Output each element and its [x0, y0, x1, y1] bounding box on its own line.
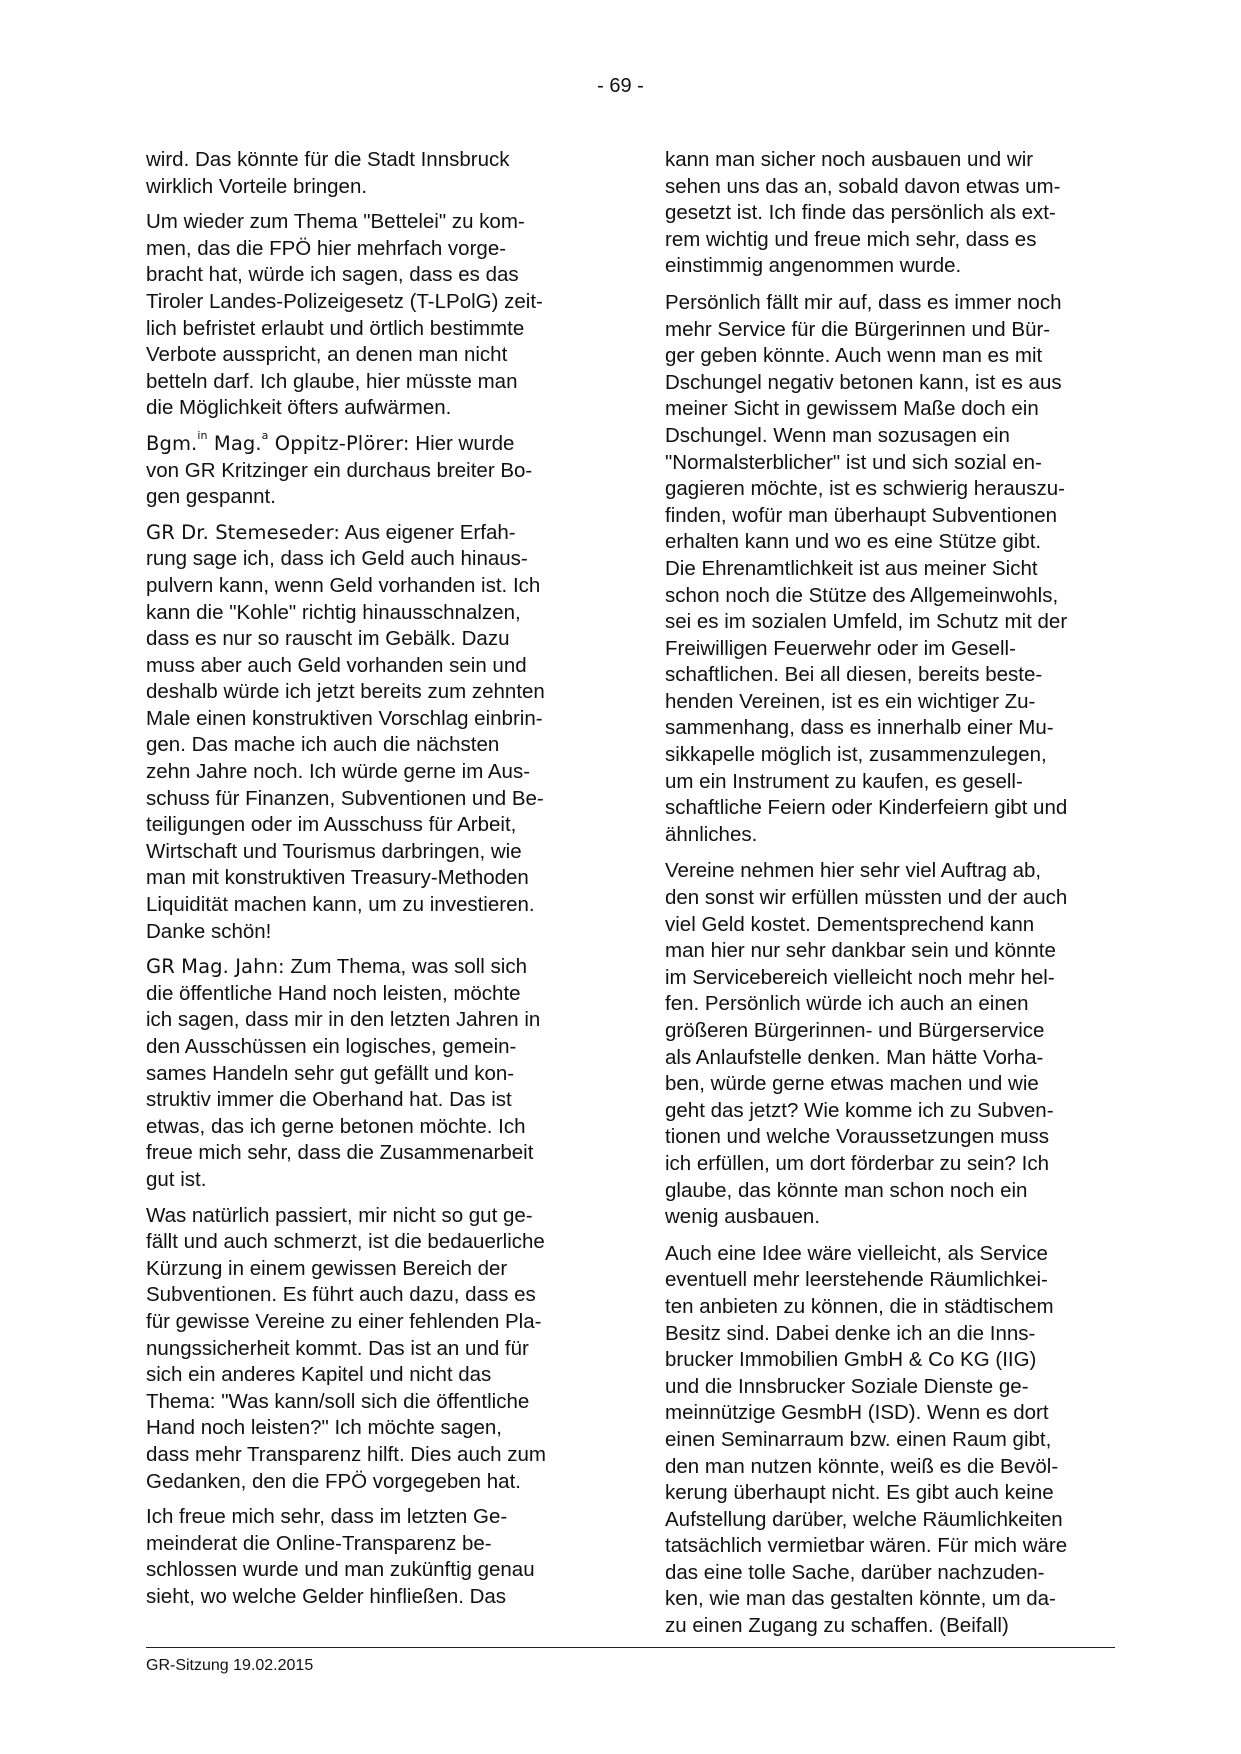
paragraph: kann man sicher noch ausbauen und wir sehen uns das an, sobald davon etwas um- gesetzt ist. Ich finde das persönlich als ext- rem wichtig und freue mich sehr, dass es einstimmig angenommen wurde. — [665, 148, 1061, 278]
speaker-paragraph: Bgm.$^{in}$ Mag.$^a$ Oppitz-Plörer: Hier wurde von GR Kritzinger ein durchaus breiter Bo- gen gespannt. — [146, 429, 533, 509]
footer-divider — [146, 1647, 1115, 1648]
paragraph: Was natürlich passiert, mir nicht so gut ge- fällt und auch schmerzt, ist die bedauerliche Kürzung in einem gewissen Bereich der Subventionen. Es führt auch dazu, dass es für gewisse Vereine zu einer fehlenden Pla- nungssicherheit kommt. Das ist an und für sich ein anderes Kapitel und nicht das Thema: "Was kann/soll sich die öffentliche Hand noch leisten?" Ich möchte sagen, dass mehr Transparenz hilft. Dies auch zum Gedanken, den die FPÖ vorgegeben hat. — [146, 1203, 546, 1493]
speaker-name: GR Mag. Jahn: — [146, 955, 285, 979]
left-column — [146, 147, 602, 1619]
speaker-name: Bgm.$^{in}$ Mag.$^a$ Oppitz-Plörer: — [146, 429, 410, 455]
speaker-name: GR Dr. Stemeseder: — [146, 520, 341, 544]
right-column — [665, 147, 1121, 1650]
paragraph: Um wieder zum Thema "Bettelei" zu kom- men, das die FPÖ hier mehrfach vorge- bracht hat, würde ich sagen, dass es das Tiroler Landes-Polizeigesetz (T-LPolG) zeit- lich befristet erlaubt und örtlich bestimmte Verbote ausspricht, an denen man nicht betteln darf. Ich glaube, hier müsste man die Möglichkeit öfters aufwärmen. — [146, 210, 543, 420]
paragraph: Vereine nehmen hier sehr viel Auftrag ab, den sonst wir erfüllen müssten und der auch viel Geld kostet. Dementsprechend kann man hier nur sehr dankbar sein und könnte im Servicebereich vielleicht noch mehr hel- fen. Persönlich würde ich auch an einen größeren Bürgerinnen- und Bürgerservice als Anlaufstelle denken. Man hätte Vorha- ben, würde gerne etwas machen und wie geht das jetzt? Wie komme ich zu Subven- tionen und welche Voraussetzungen muss ich erfüllen, um dort förderbar zu sein? Ich glaube, das könnte man schon noch ein wenig ausbauen. — [665, 859, 1068, 1229]
paragraph: wird. Das könnte für die Stadt Innsbruck wirklich Vorteile bringen. — [146, 148, 510, 198]
paragraph: Persönlich fällt mir auf, dass es immer noch mehr Service für die Bürgerinnen und Bür- ger geben könnte. Auch wenn man es mit Dschungel negativ betonen kann, ist es aus meiner Sicht in gewissem Maße doch ein Dschungel. Wenn man sozusagen ein "Normalsterblicher" ist und sich sozial en- gagieren möchte, ist es schwierig herauszu- finden, wofür man überhaupt Subventionen erhalten kann und wo es eine Stütze gibt. Die Ehrenamtlichkeit ist aus meiner Sicht schon noch die Stütze des Allgemeinwohls, sei es im sozialen Umfeld, im Schutz mit der Freiwilligen Feuerwehr oder im Gesell- schaftlichen. Bei all diesen, bereits beste- henden Vereinen, ist es ein wichtiger Zu- sammenhang, dass es innerhalb einer Mu- sikkapelle möglich ist, zusammenzulegen, um ein Instrument zu kaufen, es gesell- schaftliche Feiern oder Kinderfeiern gibt und ähnliches. — [665, 290, 1068, 846]
speaker-paragraph: GR Dr. Stemeseder: Aus eigener Erfah- rung sage ich, dass ich Geld auch hinaus- pulvern kann, wenn Geld vorhanden ist. Ich kann die "Kohle" richtig hinausschnalzen, dass es nur so rauscht im Gebälk. Dazu muss aber auch Geld vorhanden sein und deshalb würde ich jetzt bereits zum zehnten Male einen konstruktiven Vorschlag einbrin- gen. Das mache ich auch die nächsten zehn Jahre noch. Ich würde gerne im Aus- schuss für Finanzen, Subventionen und Be- teiligungen oder im Ausschuss für Arbeit, Wirtschaft und Tourismus darbringen, wie man mit konstruktiven Treasury-Methoden Liquidität machen kann, um zu investieren. Danke schön! — [146, 520, 545, 943]
speaker-paragraph: GR Mag. Jahn: Zum Thema, was soll sich die öffentliche Hand noch leisten, möchte ich sagen, dass mir in den letzten Jahren in den Ausschüssen ein logisches, gemein- sames Handeln sehr gut gefällt und kon- struktiv immer die Oberhand hat. Das ist etwas, das ich gerne betonen möchte. Ich freue mich sehr, dass die Zusammenarbeit gut ist. — [146, 955, 541, 1191]
footer-session-date: GR-Sitzung 19.02.2015 — [146, 1657, 314, 1674]
paragraph: Ich freue mich sehr, dass im letzten Ge- meinderat die Online-Transparenz be- schlossen wurde und man zukünftig genau sieht, wo welche Gelder hinfließen. Das — [146, 1505, 535, 1608]
paragraph: Auch eine Idee wäre vielleicht, als Service eventuell mehr leerstehende Räumlichkei- ten anbieten zu können, die in städtischem Besitz sind. Dabei denke ich an die Inns- brucker Immobilien GmbH & Co KG (IIG) und die Innsbrucker Soziale Dienste ge- meinnützige GesmbH (ISD). Wenn es dort einen Seminarraum bzw. einen Raum gibt, den man nutzen könnte, weiß es die Bevöl- kerung überhaupt nicht. Es gibt auch keine Aufstellung darüber, welche Räumlichkeiten tatsächlich vermietbar wären. Für mich wäre das eine tolle Sache, darüber nachzuden- ken, wie man das gestalten könnte, um da- zu einen Zugang zu schaffen. (Beifall) — [665, 1241, 1068, 1638]
page-number: - 69 - — [597, 75, 644, 97]
